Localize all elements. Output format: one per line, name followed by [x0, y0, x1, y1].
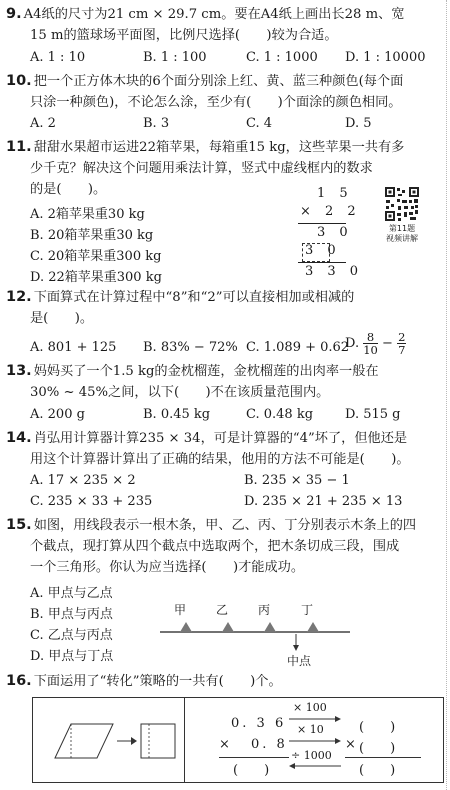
question-number: 15.	[6, 517, 32, 533]
question-text: 甜甜水果超市运进22箱苹果，每箱重15 kg，这些苹果一共有多	[33, 140, 405, 155]
question-12	[6, 287, 446, 329]
option-d[interactable]: D. 5	[345, 116, 372, 131]
question-number: 12.	[6, 289, 32, 305]
option-c[interactable]: C. 乙点与丙点	[30, 628, 113, 643]
question-number: 13.	[6, 363, 32, 379]
calc-row: × 2 2	[300, 204, 361, 219]
calc-line	[219, 757, 289, 758]
question-9	[6, 4, 446, 46]
qr-code-icon	[384, 186, 420, 222]
option-a[interactable]: A. 200 g	[30, 407, 85, 422]
question-text: 只涂一种颜色)，不论怎么涂，至少有( )个面涂的颜色相同。	[30, 95, 402, 110]
frame-divider	[184, 698, 185, 782]
figure-frame	[32, 697, 444, 783]
answer-blank[interactable]: ( )	[359, 720, 396, 735]
arrow-left-icon	[289, 762, 341, 770]
option-d[interactable]: D. 515 g	[345, 407, 401, 422]
option-d-label: D.	[345, 336, 360, 351]
fraction-2-7	[397, 331, 406, 356]
question-text: 如图，用线段表示一根木条，甲、乙、丙、丁分别表示木条上的四	[33, 518, 417, 533]
option-b[interactable]: B. 1 : 100	[143, 50, 207, 65]
question-text: 30% ~ 45%之间，以下( )不在该质量范围内。	[30, 385, 330, 400]
fraction-numerator: 2	[398, 330, 406, 344]
question-10	[6, 71, 446, 113]
triangle-marker-icon	[222, 622, 234, 632]
question-text: 15 m的篮球场平面图，比例尺选择( )较为合适。	[30, 28, 338, 43]
minus-sign: −	[382, 336, 393, 351]
option-c[interactable]: C. 4	[246, 116, 273, 131]
question-text: 下面算式在计算过程中“8”和“2”可以直接相加或相减的	[33, 290, 355, 305]
question-14	[6, 428, 446, 470]
arrow-right-icon	[289, 715, 341, 723]
question-number: 11.	[6, 139, 32, 155]
op-label: ÷ 1000	[291, 749, 332, 762]
triangle-marker-icon	[180, 622, 192, 632]
option-a[interactable]: A. 2	[30, 116, 56, 131]
point-label-bing: 丙	[258, 603, 271, 617]
option-a[interactable]: A. 1 : 10	[30, 50, 86, 65]
calc-row-boxed: 3 0	[305, 243, 341, 258]
point-label-ding: 丁	[301, 603, 314, 617]
calc-row: 1 5	[317, 186, 353, 201]
question-number: 14.	[6, 430, 32, 446]
option-c[interactable]: C. 0.48 kg	[246, 407, 314, 422]
fraction-denominator: 10	[363, 343, 378, 357]
fraction-8-10	[363, 331, 378, 356]
option-a[interactable]: A. 2箱苹果重30 kg	[30, 207, 145, 222]
option-b[interactable]: B. 20箱苹果重30 kg	[30, 228, 154, 243]
option-b[interactable]: B. 83% − 72%	[143, 340, 238, 355]
question-15	[6, 515, 446, 578]
calc-line	[345, 757, 421, 758]
question-text: 少千克？解决这个问题用乘法计算，竖式中虚线框内的数求	[30, 161, 373, 176]
option-c[interactable]: C. 235 × 33 + 235	[30, 494, 153, 509]
question-16	[6, 671, 446, 692]
option-c[interactable]: C. 20箱苹果重300 kg	[30, 249, 162, 264]
midpoint-label: 中点	[287, 654, 312, 668]
option-b[interactable]: B. 3	[143, 116, 170, 131]
triangle-marker-icon	[264, 622, 276, 632]
calc-row: 0. 3 6	[231, 716, 287, 731]
question-13	[6, 361, 446, 403]
op-label: × 10	[297, 723, 324, 736]
parallelogram-to-rectangle-icon	[43, 718, 178, 762]
arrow-right-icon	[289, 737, 341, 745]
times-sign: ×	[345, 737, 356, 752]
qr-caption-line: 视频讲解	[386, 234, 418, 243]
calc-line	[298, 223, 346, 224]
qr-caption	[378, 224, 426, 244]
question-text: 用这个计算器计算出了正确的结果，他用的方法不可能是( )。	[30, 452, 410, 467]
option-c[interactable]: C. 1 : 1000	[246, 50, 318, 65]
question-text: 妈妈买了一个1.5 kg的金枕榴莲，金枕榴莲的出肉率一般在	[33, 364, 379, 379]
question-number: 10.	[6, 73, 32, 89]
page-edge-rule	[446, 0, 450, 790]
option-d[interactable]: D. 甲点与丁点	[30, 649, 114, 664]
answer-blank[interactable]: ( )	[359, 741, 396, 756]
option-d[interactable]: D. 1 : 10000	[345, 50, 426, 65]
question-text: 的是( )。	[30, 182, 107, 197]
question-number: 9.	[6, 6, 22, 22]
qr-code[interactable]	[384, 186, 420, 222]
point-label-jia: 甲	[174, 603, 187, 617]
option-b[interactable]: B. 235 × 35 − 1	[244, 473, 350, 488]
answer-blank[interactable]: ( )	[233, 763, 270, 778]
point-label-yi: 乙	[216, 603, 229, 617]
qr-caption-line: 第11题	[388, 224, 416, 233]
calc-row: 3 3 0	[305, 264, 364, 279]
question-text: 下面运用了“转化”策略的一共有( )个。	[33, 674, 282, 689]
question-text: 个截点，现打算从四个截点中选取两个，把木条切成三段，围成	[30, 539, 400, 554]
fraction-numerator: 8	[363, 331, 378, 344]
op-label: × 100	[293, 701, 327, 714]
question-text: 一个三角形。你认为应当选择( )才能成功。	[30, 560, 305, 575]
calc-row: 0. 8	[251, 737, 288, 752]
fraction-denominator: 7	[398, 343, 406, 357]
question-text: 把一个正方体木块的6个面分别涂上红、黄、蓝三种颜色(每个面	[33, 74, 404, 89]
answer-blank[interactable]: ( )	[359, 763, 396, 778]
option-a[interactable]: A. 17 × 235 × 2	[30, 473, 136, 488]
option-d[interactable]	[345, 331, 406, 356]
question-text: A4纸的尺寸为21 cm × 29.7 cm。要在A4纸上画出长28 m、宽	[23, 7, 405, 22]
option-b[interactable]: B. 0.45 kg	[143, 407, 211, 422]
calc-row: 3 0	[317, 225, 353, 240]
option-a[interactable]: A. 801 + 125	[30, 340, 117, 355]
triangle-marker-icon	[307, 622, 319, 632]
question-number: 16.	[6, 673, 32, 689]
option-d[interactable]: D. 235 × 21 + 235 × 13	[244, 494, 403, 509]
question-text: 是( )。	[30, 311, 94, 326]
option-a[interactable]: A. 甲点与乙点	[30, 586, 113, 601]
arrow-down-icon	[293, 645, 299, 651]
wood-strip-svg	[160, 616, 350, 656]
times-sign: ×	[219, 737, 230, 752]
calc-line	[298, 262, 346, 263]
question-text: 肖弘用计算器计算235 × 34，可是计算器的“4”坏了，但他还是	[33, 431, 408, 446]
question-11	[6, 137, 446, 200]
option-c[interactable]: C. 1.089 + 0.62	[246, 340, 350, 355]
option-b[interactable]: B. 甲点与丙点	[30, 607, 113, 622]
option-d[interactable]: D. 22箱苹果重300 kg	[30, 270, 162, 285]
